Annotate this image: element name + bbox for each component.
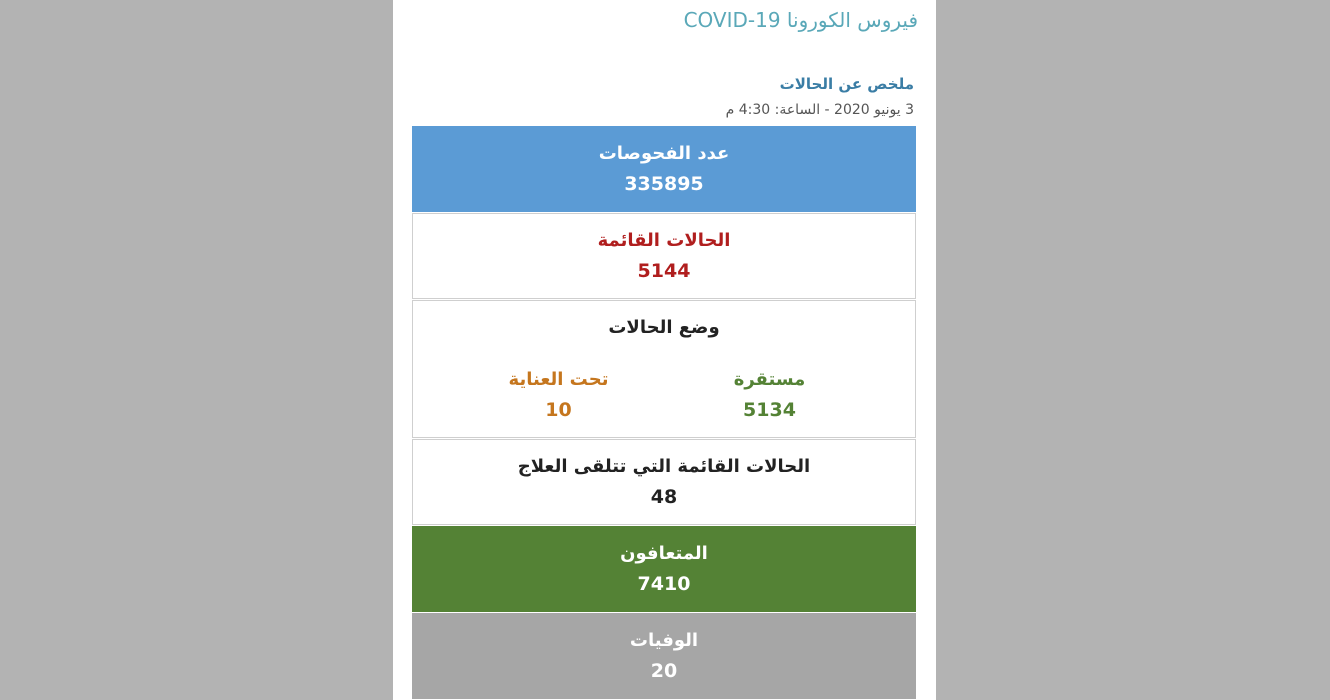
icu-cases-value: 10 xyxy=(545,399,572,421)
case-status-card xyxy=(412,300,916,438)
recovered-card xyxy=(412,526,916,612)
stable-cases-label: مستقرة xyxy=(733,369,806,390)
icu-cases-label: تحت العناية xyxy=(508,369,609,390)
treatment-cases-card xyxy=(412,439,916,525)
tests-label: عدد الفحوصات xyxy=(598,143,730,164)
active-cases-card xyxy=(412,213,916,299)
treatment-cases-label: الحالات القائمة التي تتلقى العلاج xyxy=(517,456,811,477)
stable-cases xyxy=(680,365,860,425)
stable-cases-value: 5134 xyxy=(743,399,796,421)
tests-card xyxy=(412,126,916,212)
update-timestamp: 3 يونيو 2020 - الساعة: 4:30 م xyxy=(725,102,914,118)
deaths-value: 20 xyxy=(650,660,678,682)
page-title: فيروس الكورونا COVID-19 xyxy=(683,8,918,32)
tests-value: 335895 xyxy=(624,173,704,195)
active-cases-label: الحالات القائمة xyxy=(597,230,731,251)
recovered-label: المتعافون xyxy=(620,543,708,564)
deaths-card xyxy=(412,613,916,699)
summary-heading: ملخص عن الحالات xyxy=(779,75,914,93)
recovered-value: 7410 xyxy=(637,573,691,595)
app-screen xyxy=(393,0,936,700)
stats-panel xyxy=(412,126,916,700)
case-status-breakdown xyxy=(413,365,915,425)
case-status-label: وضع الحالات xyxy=(608,317,720,338)
deaths-label: الوفيات xyxy=(629,630,699,651)
icu-cases xyxy=(469,365,649,425)
active-cases-value: 5144 xyxy=(637,260,691,282)
treatment-cases-value: 48 xyxy=(650,486,678,508)
